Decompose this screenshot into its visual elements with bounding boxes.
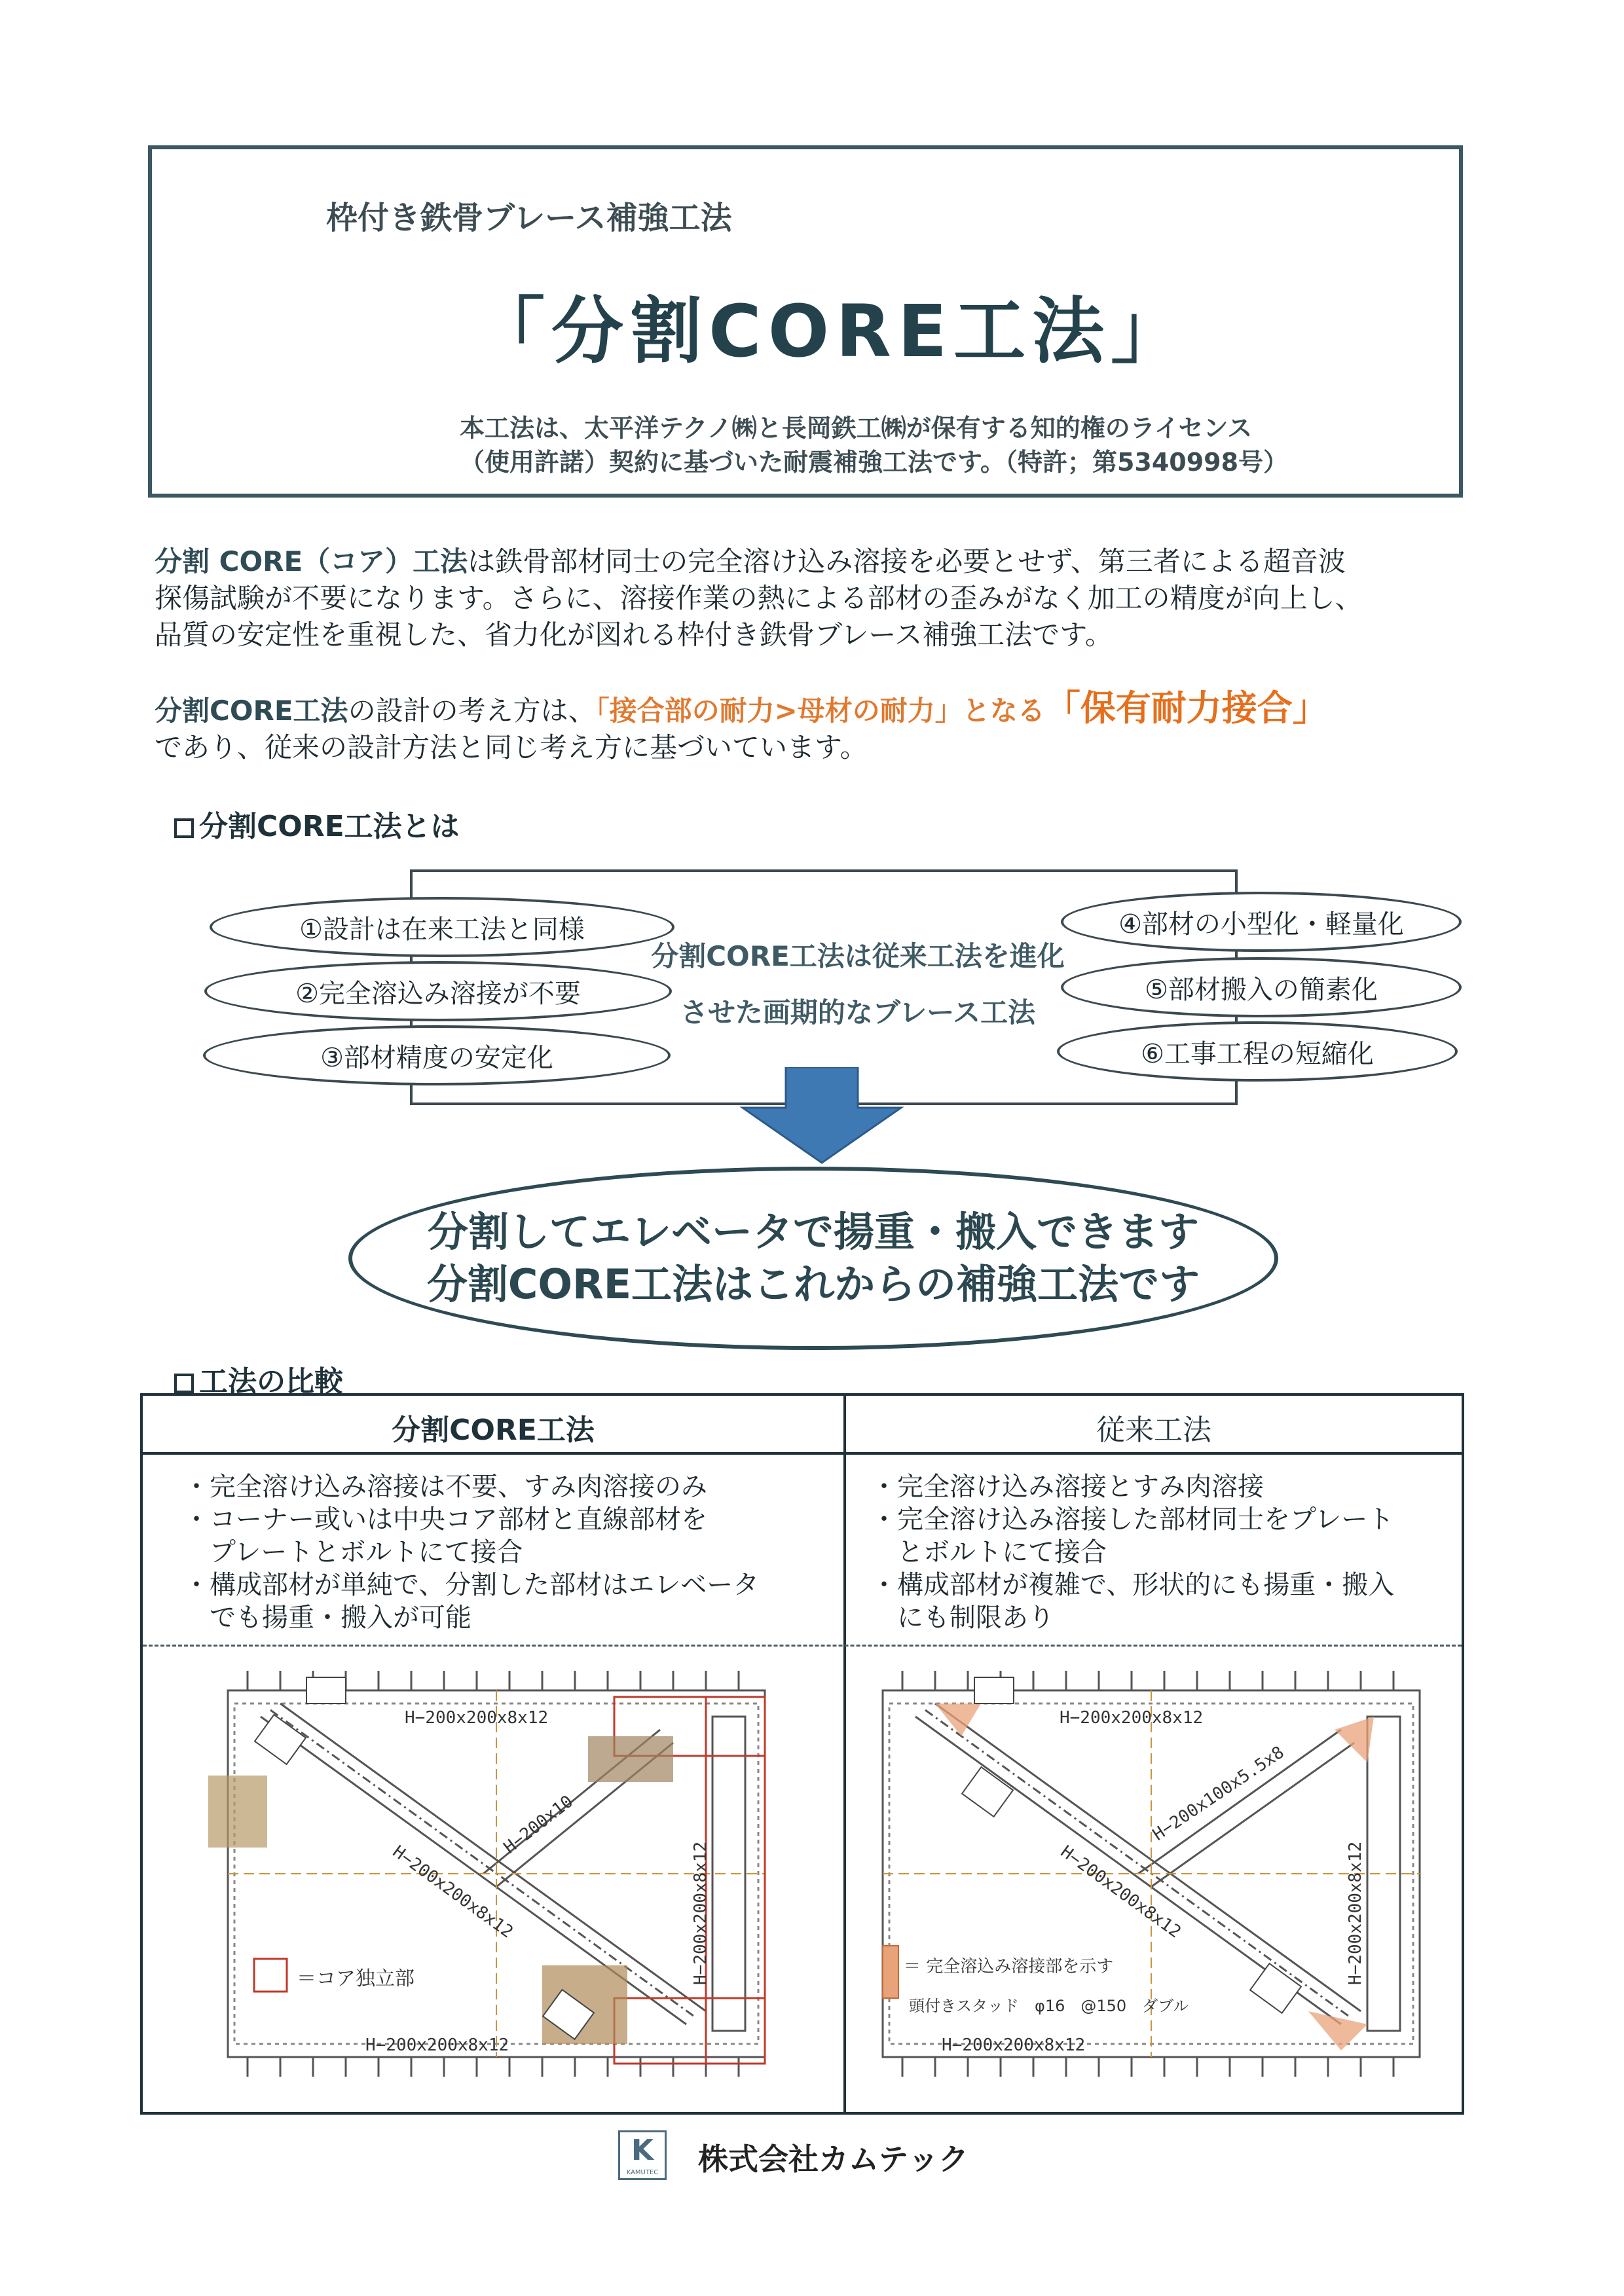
table-dashed-divider [143,1645,1462,1647]
intro-line-2: 探傷試験が不要になります。さらに、溶接作業の熱による部材の歪みがなく加工の精度が向上し、 [155,582,1363,614]
stud-row-bottom [902,2057,1393,2077]
header-subtitle: 枠付き鉄骨ブレース補強工法 [326,200,732,236]
company-logo [618,2130,667,2180]
left-top-member-label: H−200x200x8x12 [405,1708,549,1728]
right-upper-brace-label: H−200x100x5.5x8 [1149,1742,1288,1845]
conventional-bullet: ・完全溶け込み溶接とすみ肉溶接 [871,1472,1264,1502]
conventional-bullet: とボルトにて接合 [871,1537,1107,1567]
feature-6-label: ⑥工事工程の短縮化 [1141,1038,1374,1069]
conventional-bullet: にも制限あり [871,1603,1054,1633]
feature-1-label: ①設計は在来工法と同様 [299,914,585,945]
feature-oval-5 [1061,957,1462,1017]
feature-4-label: ④部材の小型化・軽量化 [1118,909,1404,939]
company-name: 株式会社カムテック [698,2141,969,2177]
photo-inset [588,1736,673,1782]
legend-swatch [254,1959,287,1992]
right-bottom-member-label: H−200x200x8x12 [942,2035,1086,2055]
feature-3-label: ③部材精度の安定化 [320,1042,553,1073]
left-main-brace-label: H−200x200x8x12 [388,1842,517,1942]
design-line-1 [155,687,1517,729]
conventional-bullet-list [871,1470,1454,1634]
feature-oval-1 [210,897,674,957]
core-bullet: プレートとボルトにて接合 [183,1537,523,1567]
checkbox-square-icon [174,818,194,838]
section-heading-about-text: 分割CORE工法とは [199,810,460,843]
intro-paragraph [155,543,1517,653]
section-heading-comparison-text: 工法の比較 [199,1365,343,1398]
conventional-bullet: ・完全溶け込み溶接した部材同士をプレート [871,1504,1394,1535]
conclusion-line-1: 分割してエレベータで揚重・搬入できます [427,1208,1199,1256]
table-header-divider [143,1452,1462,1455]
stud-note: 頭付きスタッド φ16 @150 ダブル [909,1997,1189,2015]
down-arrow-icon [740,1067,904,1165]
column-header-conventional: 従来工法 [1096,1413,1211,1447]
feature-2-label: ②完全溶込み溶接が不要 [295,978,581,1009]
column-header-core: 分割CORE工法 [392,1413,595,1447]
header-box [148,145,1463,498]
license-note [460,411,1455,479]
photo-inset [208,1776,267,1848]
core-bullet: ・完全溶け込み溶接は不要、すみ肉溶接のみ [183,1472,707,1502]
concept-line-2: させた画期的なブレース工法 [680,996,1036,1029]
core-method-diagram [208,1658,798,2103]
core-bullet: ・構成部材が単純で、分割した部材はエレベータ [183,1570,760,1600]
right-top-member-label: H−200x200x8x12 [1060,1708,1204,1728]
feature-5-label: ⑤部材搬入の簡素化 [1145,974,1378,1005]
left-bottom-member-label: H−200x200x8x12 [365,2035,509,2055]
right-legend: ＝ 完全溶込み溶接部を示す [904,1957,1114,1977]
design-orange-1: 「接合部の耐力>母材の耐力」となる [595,695,1045,727]
comparison-table [140,1393,1464,2115]
design-paragraph [155,687,1517,766]
conclusion-line-2: 分割CORE工法はこれからの補強工法です [426,1260,1200,1308]
license-line-1: 本工法は、太平洋テクノ㈱と長岡鉄工㈱が保有する知的権のライセンス [460,414,1253,443]
legend-swatch [883,1946,898,1998]
conventional-bullet: ・構成部材が複雑で、形状的にも揚重・搬入 [871,1570,1395,1600]
design-text-1: の設計の考え方は、 [348,695,596,727]
feature-oval-2 [204,961,672,1021]
right-main-brace-label: H−200x200x8x12 [1056,1842,1185,1942]
table-column-divider [843,1396,846,2112]
conventional-method-diagram [863,1658,1452,2103]
intro-line-3: 品質の安定性を重視した、省力化が図れる枠付き鉄骨ブレース補強工法です。 [155,619,1113,651]
license-line-2: （使用許諾）契約に基づいた耐震補強工法です。（特許；第5340998号） [460,448,1289,477]
logo-letter: K [631,2134,654,2167]
core-bullet-list [183,1470,832,1634]
intro-line-1-rest: は鉄骨部材同士の完全溶け込み溶接を必要とせず、第三者による超音波 [468,545,1346,577]
feature-oval-3 [203,1025,671,1085]
checkbox-square-icon [174,1374,194,1393]
right-right-member-label: H−200x200x8x12 [1346,1841,1365,1985]
core-bullet: でも揚重・搬入が可能 [183,1603,471,1633]
stud-row-bottom [248,2057,739,2077]
logo-subtext: KAMUTEC [626,2169,659,2176]
concept-line-1: 分割CORE工法は従来工法を進化 [651,940,1065,972]
feature-oval-6 [1057,1021,1458,1082]
design-line-2: であり、従来の設計方法と同じ考え方に基づいています。 [155,731,868,763]
core-bullet: ・コーナー或いは中央コア部材と直線部材を [183,1504,707,1535]
concept-center-text [609,928,1107,1041]
design-orange-2: 「保有耐力接合」 [1044,687,1328,729]
section-heading-about [174,803,460,845]
conclusion-oval [348,1167,1278,1350]
main-title: 「分割CORE工法」 [473,289,1190,373]
intro-line-1 [155,543,1517,580]
left-upper-brace-label: H−200x10 [500,1791,577,1858]
left-right-member-label: H−200x200x8x12 [691,1841,710,1985]
design-term: 分割CORE工法 [155,695,348,727]
left-legend: ＝コア独立部 [297,1967,415,1990]
feature-oval-4 [1061,892,1462,952]
intro-term: 分割 CORE（コア）工法 [155,545,468,577]
